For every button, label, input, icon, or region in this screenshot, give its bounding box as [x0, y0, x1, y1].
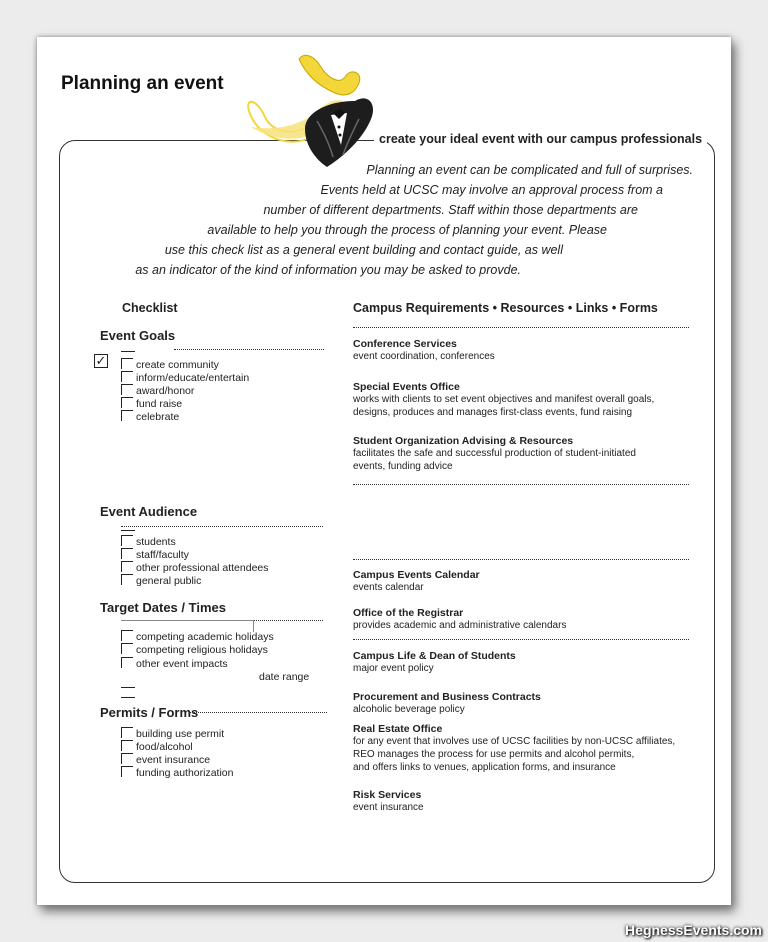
checklist-item-label: create community — [136, 359, 219, 371]
resource-name: Office of the Registrar — [353, 607, 464, 619]
tagline: create your ideal event with our campus professionals — [374, 132, 707, 146]
checkmark-icon[interactable]: ✓ — [95, 353, 107, 368]
checklist-item[interactable] — [121, 574, 201, 587]
checklist-item-label: other event impacts — [136, 658, 228, 670]
resource-desc: events, funding advice — [353, 461, 453, 472]
checklist-item-label: fund raise — [136, 398, 183, 410]
resource-entry — [353, 381, 654, 419]
blank-line — [121, 530, 135, 531]
intro-line: available to help you through the process of planning your event. Please — [207, 223, 607, 237]
checklist-item-label: staff/faculty — [136, 549, 189, 561]
checklist-item-label: award/honor — [136, 385, 195, 397]
checkbox[interactable] — [121, 384, 133, 395]
resource-name: Risk Services — [353, 789, 422, 801]
resource-desc: for any event that involves use of UCSC facilities by non-UCSC affiliates, — [353, 736, 676, 747]
checkbox[interactable] — [121, 740, 133, 751]
watermark: HegnessEvents.com — [625, 922, 762, 938]
checklist-item[interactable] — [121, 727, 224, 740]
divider — [353, 639, 689, 640]
checklist-item-label: competing academic holidays — [136, 631, 274, 643]
checklist-item[interactable] — [121, 753, 210, 766]
checklist-item[interactable] — [121, 740, 193, 753]
resource-entry — [353, 338, 495, 363]
page-title: Planning an event — [61, 73, 224, 94]
resource-entry — [353, 691, 541, 716]
checklist-item[interactable] — [121, 561, 269, 574]
resource-desc: works with clients to set event objectives and manifest overall goals, — [353, 394, 655, 405]
resource-desc: alcoholic beverage policy — [353, 704, 465, 715]
checklist-item[interactable] — [121, 410, 179, 423]
checkbox[interactable] — [121, 657, 133, 668]
checkbox[interactable] — [121, 753, 133, 764]
checklist-item-label: competing religious holidays — [136, 644, 268, 656]
resource-desc: major event policy — [353, 663, 434, 674]
resource-name: Student Organization Advising & Resources — [353, 435, 574, 447]
resource-desc: event insurance — [353, 802, 424, 813]
checklist-item[interactable] — [121, 371, 249, 384]
divider — [353, 484, 689, 485]
section-title-event-goals: Event Goals — [100, 328, 176, 343]
resource-entry — [353, 569, 480, 594]
checkbox[interactable] — [121, 643, 133, 654]
checkbox[interactable] — [121, 574, 133, 585]
intro-line: use this check list as a general event building and contact guide, as well — [164, 243, 563, 257]
checklist-item-label: inform/educate/entertain — [136, 372, 250, 384]
resource-entry — [353, 723, 675, 774]
resource-desc: event coordination, conferences — [353, 351, 495, 362]
resource-desc: events calendar — [353, 582, 424, 593]
checkbox[interactable] — [121, 727, 133, 738]
resource-desc: and offers links to venues, application forms, and insurance — [353, 762, 616, 773]
blank-line — [121, 351, 135, 352]
checkbox[interactable] — [121, 630, 133, 641]
intro-line: Events held at UCSC may involve an approval process from a — [320, 183, 663, 197]
divider — [353, 559, 689, 560]
checkbox[interactable] — [121, 766, 133, 777]
checklist-item-label: general public — [136, 575, 202, 587]
write-in-line — [174, 349, 324, 350]
write-in-line — [121, 526, 323, 527]
checklist-item-label: event insurance — [136, 754, 211, 766]
checklist-item[interactable] — [121, 397, 182, 410]
checkbox[interactable] — [121, 358, 133, 369]
checklist-item[interactable] — [121, 358, 219, 371]
resource-name: Special Events Office — [353, 381, 460, 393]
checklist-item-label: celebrate — [136, 411, 180, 423]
blank-line — [121, 687, 135, 688]
resources-header: Campus Requirements • Resources • Links • Forms — [353, 301, 658, 315]
checkbox[interactable] — [121, 397, 133, 408]
resource-entry — [353, 607, 566, 632]
checklist-item[interactable] — [121, 384, 194, 397]
checklist-item[interactable] — [121, 766, 234, 779]
checklist-item[interactable] — [121, 535, 176, 548]
checklist-item[interactable] — [121, 630, 274, 643]
blank-line — [121, 697, 135, 698]
date-range-label: date range — [259, 671, 310, 683]
resource-entry — [353, 435, 636, 473]
checklist-item-label: funding authorization — [136, 767, 234, 779]
checkbox[interactable] — [121, 535, 133, 546]
resource-name: Campus Life & Dean of Students — [353, 650, 516, 662]
checkbox[interactable] — [121, 561, 133, 572]
resource-entry — [353, 650, 516, 675]
resource-desc: REO manages the process for use permits and alcohol permits, — [353, 749, 635, 760]
section-title-target-dates: Target Dates / Times — [100, 600, 226, 615]
checklist-item-label: building use permit — [136, 728, 225, 740]
checklist-header: Checklist — [122, 301, 178, 315]
divider — [353, 327, 689, 328]
checklist-item-label: food/alcohol — [136, 741, 193, 753]
checkbox[interactable] — [121, 410, 133, 421]
resource-name: Procurement and Business Contracts — [353, 691, 541, 703]
checkbox[interactable] — [121, 371, 133, 382]
checklist-item[interactable] — [121, 643, 268, 656]
resource-desc: designs, produces and manages first-class events, fund raising — [353, 407, 633, 418]
intro-line: Planning an event can be complicated and full of surprises. — [366, 163, 693, 177]
document-page — [37, 37, 731, 905]
intro-line: as an indicator of the kind of information you may be asked to provde. — [135, 263, 521, 277]
resource-name: Real Estate Office — [353, 723, 443, 735]
checklist-item[interactable] — [121, 657, 228, 670]
banana-slug-tuxedo-logo — [247, 47, 397, 182]
checkbox[interactable] — [121, 548, 133, 559]
section-title-permits-forms: Permits / Forms — [100, 705, 199, 720]
intro-line: number of different departments. Staff within those departments are — [263, 203, 638, 217]
resource-name: Conference Services — [353, 338, 457, 350]
resource-desc: provides academic and administrative calendars — [353, 620, 567, 631]
checklist-item[interactable] — [121, 548, 189, 561]
checklist-item-label: other professional attendees — [136, 562, 269, 574]
resource-entry — [353, 789, 424, 814]
write-in-line — [189, 712, 327, 713]
checklist-item-label: students — [136, 536, 176, 548]
resource-name: Campus Events Calendar — [353, 569, 480, 581]
resource-desc: facilitates the safe and successful production of student-initiated — [353, 448, 636, 459]
section-title-event-audience: Event Audience — [100, 504, 198, 519]
